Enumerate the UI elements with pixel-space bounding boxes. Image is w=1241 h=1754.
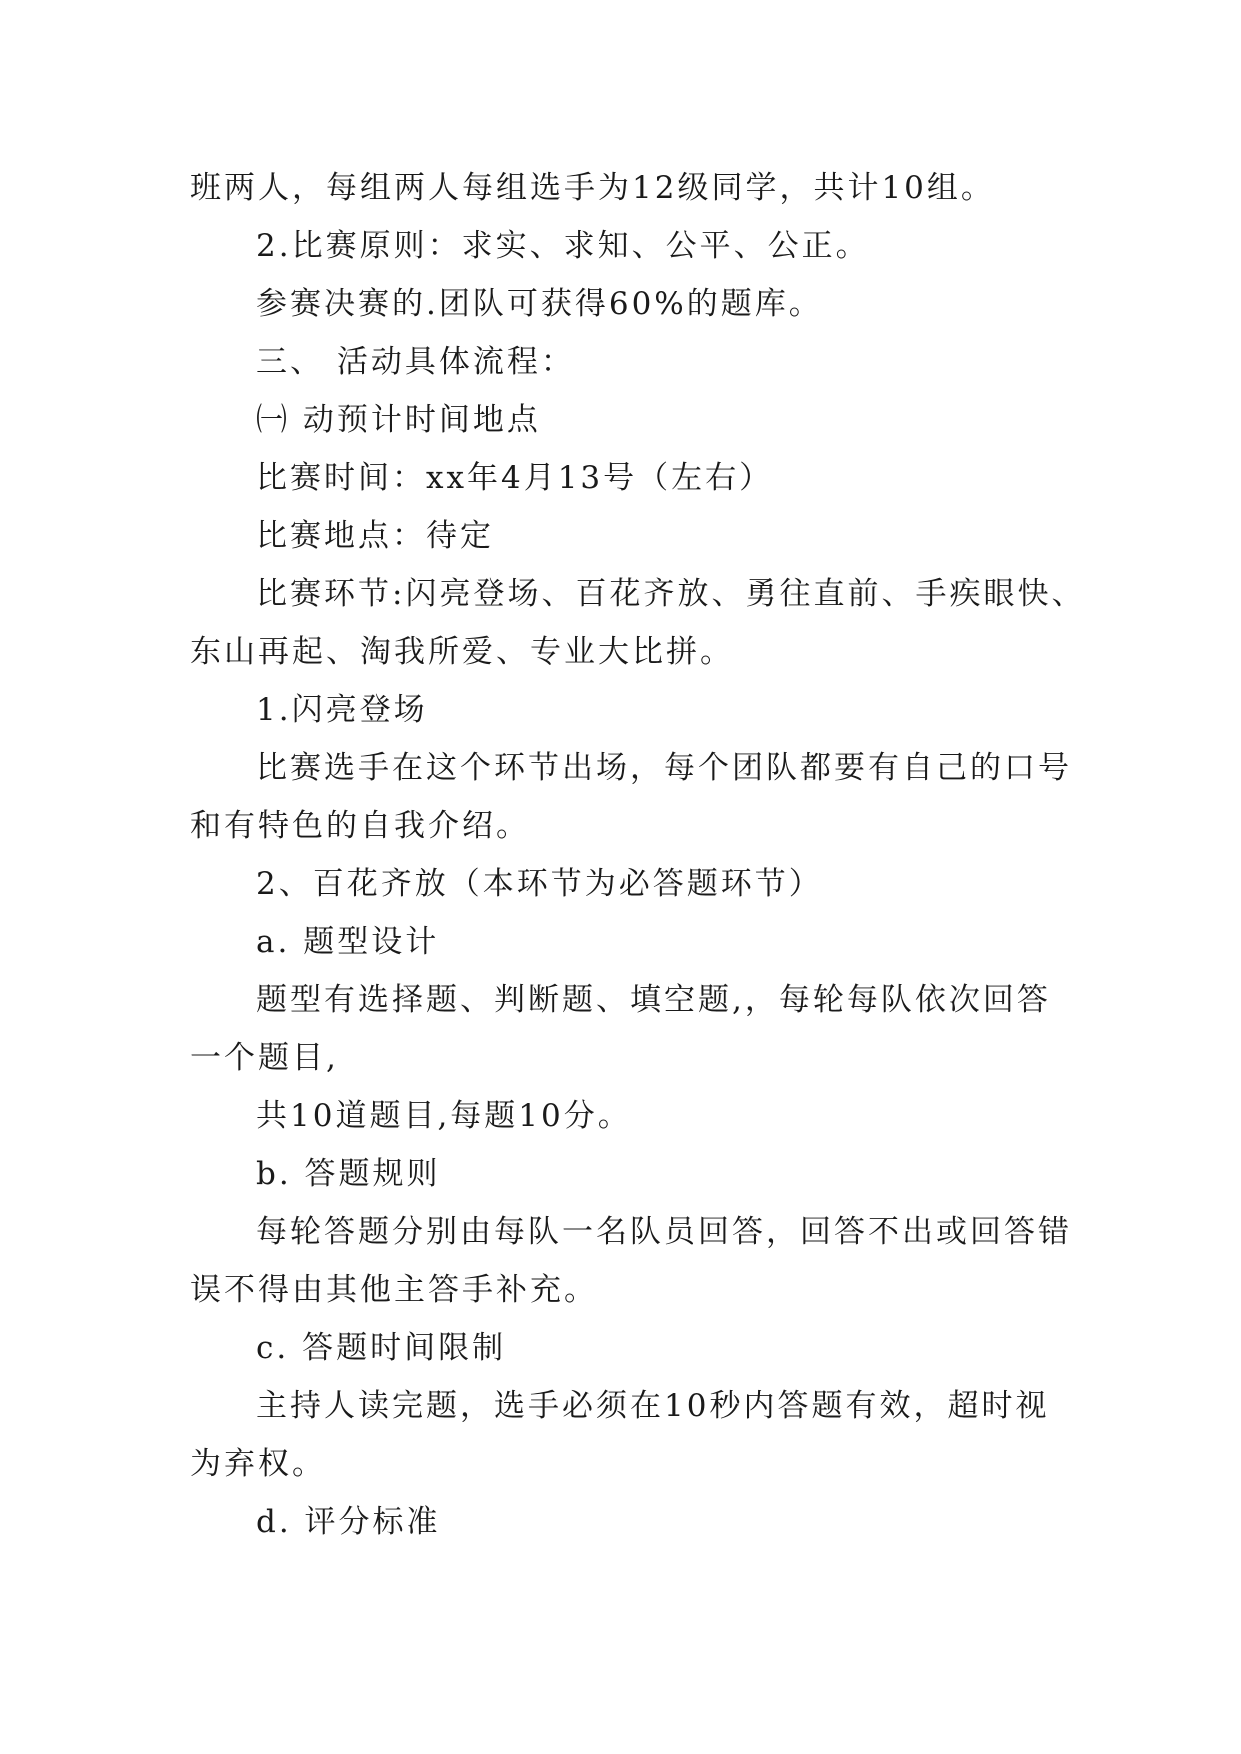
sub-item-heading: c. 答题时间限制 [256,1330,507,1366]
text-line: 主持人读完题，选手必须在10秒内答题有效，超时视 [256,1388,1050,1424]
text-line: 参赛决赛的.团队可获得60%的题库。 [256,286,823,322]
text-line: 比赛时间：xx年4月13号（左右） [256,460,774,496]
text-line: 共10道题目,每题10分。 [256,1098,632,1134]
text-line: 2.比赛原则：求实、求知、公平、公正。 [256,228,870,264]
item-heading: 1.闪亮登场 [256,692,428,728]
text-line: 比赛地点：待定 [256,518,494,554]
sub-item-heading: d. 评分标准 [256,1504,441,1540]
text-line: 比赛选手在这个环节出场，每个团队都要有自己的口号 [256,750,1072,786]
sub-item-heading: a. 题型设计 [256,924,440,960]
text-line: 班两人，每组两人每组选手为12级同学，共计10组。 [190,170,995,206]
section-heading: 三、 活动具体流程： [256,344,575,380]
text-line: 题型有选择题、判断题、填空题,，每轮每队依次回答 [256,982,1051,1018]
subsection-heading: ㈠ 动预计时间地点 [256,402,541,438]
sub-item-heading: b. 答题规则 [256,1156,441,1192]
text-line: 和有特色的自我介绍。 [190,808,530,844]
text-line: 东山再起、淘我所爱、专业大比拼。 [190,634,734,670]
text-line: 一个题目, [190,1040,339,1076]
text-line: 为弃权。 [190,1446,326,1482]
item-heading: 2、百花齐放（本环节为必答题环节） [256,866,823,902]
text-line: 每轮答题分别由每队一名队员回答，回答不出或回答错 [256,1214,1072,1250]
text-line: 误不得由其他主答手补充。 [190,1272,598,1308]
text-line: 比赛环节:闪亮登场、百花齐放、勇往直前、手疾眼快、 [256,576,1086,612]
